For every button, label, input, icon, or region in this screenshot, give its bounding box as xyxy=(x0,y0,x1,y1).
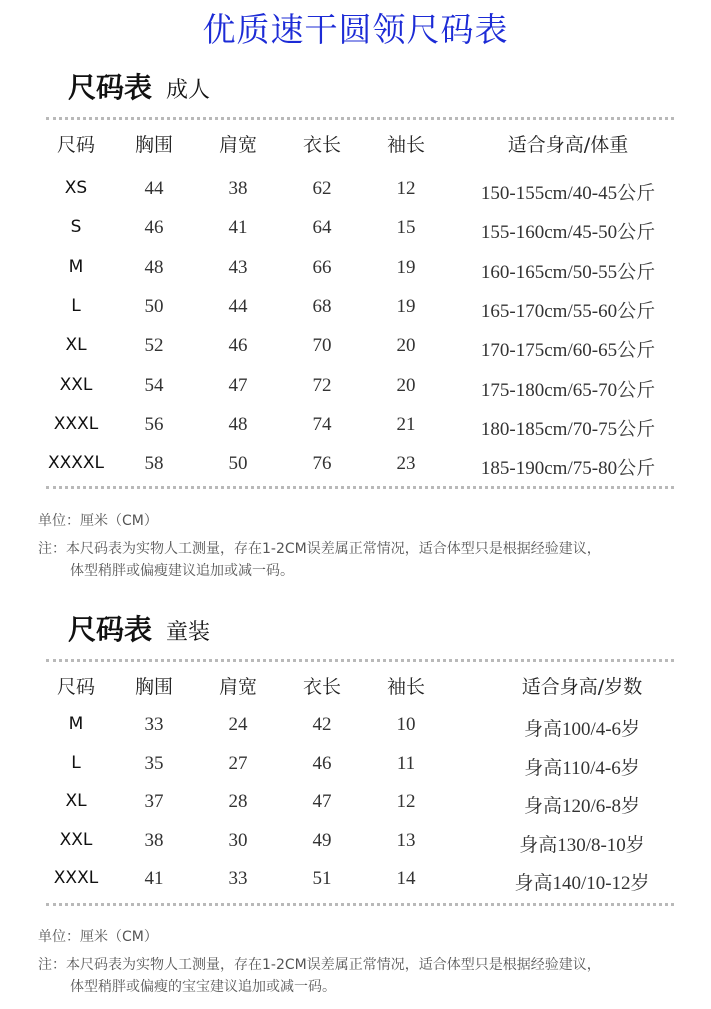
adult-cell-r4-c3: 70 xyxy=(312,335,332,357)
adult-cell-r2-c0: M xyxy=(68,256,84,277)
kids-cell-r3-c2: 30 xyxy=(228,829,248,851)
adult-header-5: 适合身高/体重 xyxy=(507,134,629,156)
adult-section-title xyxy=(68,66,210,106)
adult-cell-r3-c1: 50 xyxy=(144,295,164,317)
adult-cell-r1-c3: 64 xyxy=(312,217,332,239)
kids-cell-r1-c1: 35 xyxy=(144,752,164,774)
adult-cell-r0-c4: 12 xyxy=(396,178,416,199)
adult-header-2: 肩宽 xyxy=(218,134,257,156)
adult-cell-r5-c4: 20 xyxy=(396,374,416,396)
kids-cell-r0-c2: 24 xyxy=(228,714,248,735)
kids-cell-r4-c0: XXXL xyxy=(53,868,99,888)
adult-cell-r4-c0: XL xyxy=(65,335,87,356)
adult-cell-r5-c5: 175-180cm/65-70公斤 xyxy=(480,379,656,401)
kids-section-title xyxy=(68,608,210,648)
kids-header-3: 衣长 xyxy=(302,676,341,698)
adult-header-4: 袖长 xyxy=(386,134,425,156)
adult-cell-r7-c0: XXXXL xyxy=(47,453,105,474)
adult-cell-r1-c1: 46 xyxy=(144,217,164,239)
adult-cell-r2-c3: 66 xyxy=(312,256,332,278)
adult-cell-r4-c4: 20 xyxy=(396,335,416,357)
adult-cell-r2-c4: 19 xyxy=(396,256,416,278)
kids-cell-r3-c4: 13 xyxy=(396,829,416,851)
kids-cell-r0-c0: M xyxy=(68,714,84,734)
kids-cell-r0-c4: 10 xyxy=(396,714,416,735)
adult-cell-r6-c4: 21 xyxy=(396,413,416,435)
adult-cell-r3-c4: 19 xyxy=(396,295,416,317)
kids-cell-r2-c0: XL xyxy=(65,791,87,811)
kids-unit-text: 单位：厘米（CM） xyxy=(38,929,158,945)
adult-cell-r7-c5: 185-190cm/75-80公斤 xyxy=(480,458,656,480)
kids-cell-r1-c2: 27 xyxy=(228,752,248,774)
kids-cell-r0-c5: 身高100/4-6岁 xyxy=(523,719,641,740)
kids-cell-r2-c5: 身高120/6-8岁 xyxy=(523,796,641,817)
adult-cell-r6-c5: 180-185cm/70-75公斤 xyxy=(480,418,656,440)
adult-note xyxy=(38,538,601,582)
kids-cell-r4-c1: 41 xyxy=(144,868,164,889)
adult-cell-r6-c2: 48 xyxy=(228,413,248,435)
kids-header-0: 尺码 xyxy=(56,676,95,698)
kids-cell-r2-c3: 47 xyxy=(312,791,332,812)
adult-cell-r0-c5: 150-155cm/40-45公斤 xyxy=(480,183,656,204)
adult-cell-r1-c5: 155-160cm/45-50公斤 xyxy=(480,222,656,244)
page-title: 优质速干圆领尺码表 xyxy=(202,10,509,49)
adult-cell-r1-c0: S xyxy=(70,217,82,238)
kids-title-text: 尺码表 xyxy=(68,613,153,646)
kids-header-1: 胸围 xyxy=(134,676,173,698)
kids-cell-r4-c4: 14 xyxy=(396,868,416,889)
kids-cell-r4-c3: 51 xyxy=(312,868,332,889)
adult-unit-text: 单位：厘米（CM） xyxy=(38,513,158,529)
kids-cell-r4-c2: 33 xyxy=(228,868,248,889)
kids-cell-r2-c1: 37 xyxy=(144,791,164,812)
kids-cell-r0-c3: 42 xyxy=(312,714,332,735)
adult-cell-r5-c1: 54 xyxy=(144,374,164,396)
adult-cell-r2-c5: 160-165cm/50-55公斤 xyxy=(480,261,656,283)
kids-top-divider xyxy=(46,659,674,662)
kids-cell-r3-c3: 49 xyxy=(312,829,332,851)
adult-cell-r6-c3: 74 xyxy=(312,413,332,435)
kids-cell-r2-c2: 28 xyxy=(228,791,248,812)
adult-cell-r5-c3: 72 xyxy=(312,374,332,396)
adult-cell-r7-c4: 23 xyxy=(396,453,416,475)
adult-cell-r3-c2: 44 xyxy=(228,295,248,317)
adult-cell-r2-c1: 48 xyxy=(144,256,164,278)
adult-subtitle: 成人 xyxy=(166,78,211,103)
adult-note-line2: 体型稍胖或偏瘦建议追加或减一码。 xyxy=(70,563,294,579)
adult-cell-r4-c2: 46 xyxy=(228,335,248,357)
kids-note-line1: 注：本尺码表为实物人工测量，存在1-2CM误差属正常情况，适合体型只是根据经验建议， xyxy=(38,957,601,973)
kids-cell-r1-c3: 46 xyxy=(312,752,332,774)
adult-cell-r4-c5: 170-175cm/60-65公斤 xyxy=(480,340,656,362)
adult-cell-r0-c2: 38 xyxy=(228,178,248,199)
kids-cell-r3-c5: 身高130/8-10岁 xyxy=(519,834,645,856)
adult-cell-r2-c2: 43 xyxy=(228,256,248,278)
adult-bottom-divider xyxy=(46,486,674,489)
adult-header-3: 衣长 xyxy=(302,134,341,156)
kids-cell-r1-c4: 11 xyxy=(396,752,416,774)
adult-cell-r5-c0: XXL xyxy=(59,374,93,395)
kids-cell-r2-c4: 12 xyxy=(396,791,416,812)
kids-header-4: 袖长 xyxy=(386,676,425,698)
kids-cell-r1-c5: 身高110/4-6岁 xyxy=(524,757,640,779)
kids-header-2: 肩宽 xyxy=(218,676,257,698)
kids-cell-r0-c1: 33 xyxy=(144,714,164,735)
adult-note-line1: 注：本尺码表为实物人工测量，存在1-2CM误差属正常情况，适合体型只是根据经验建议， xyxy=(38,541,601,557)
adult-cell-r6-c1: 56 xyxy=(144,413,164,435)
adult-cell-r6-c0: XXXL xyxy=(53,413,99,434)
kids-cell-r3-c1: 38 xyxy=(144,829,164,851)
adult-cell-r1-c2: 41 xyxy=(228,217,248,239)
kids-bottom-divider xyxy=(46,903,674,906)
adult-cell-r5-c2: 47 xyxy=(228,374,248,396)
adult-cell-r0-c3: 62 xyxy=(312,178,332,199)
adult-cell-r7-c3: 76 xyxy=(312,453,332,475)
adult-title-text: 尺码表 xyxy=(68,71,153,104)
kids-subtitle: 童装 xyxy=(166,620,211,645)
adult-cell-r7-c2: 50 xyxy=(228,453,248,475)
adult-cell-r3-c0: L xyxy=(71,295,81,316)
kids-cell-r3-c0: XXL xyxy=(59,829,93,850)
kids-cell-r1-c0: L xyxy=(71,752,81,773)
kids-note-line2: 体型稍胖或偏瘦的宝宝建议追加或减一码。 xyxy=(70,979,336,995)
adult-header-0: 尺码 xyxy=(56,134,95,156)
adult-top-divider xyxy=(46,117,674,120)
adult-header-1: 胸围 xyxy=(134,134,173,156)
adult-cell-r1-c4: 15 xyxy=(396,217,416,239)
adult-cell-r0-c0: XS xyxy=(64,178,88,198)
adult-cell-r3-c3: 68 xyxy=(312,295,332,317)
kids-cell-r4-c5: 身高140/10-12岁 xyxy=(514,873,650,894)
kids-note xyxy=(38,954,601,998)
adult-cell-r3-c5: 165-170cm/55-60公斤 xyxy=(480,300,656,322)
adult-cell-r7-c1: 58 xyxy=(144,453,164,475)
kids-header-5: 适合身高/岁数 xyxy=(521,676,643,698)
adult-cell-r4-c1: 52 xyxy=(144,335,164,357)
adult-cell-r0-c1: 44 xyxy=(144,178,164,199)
